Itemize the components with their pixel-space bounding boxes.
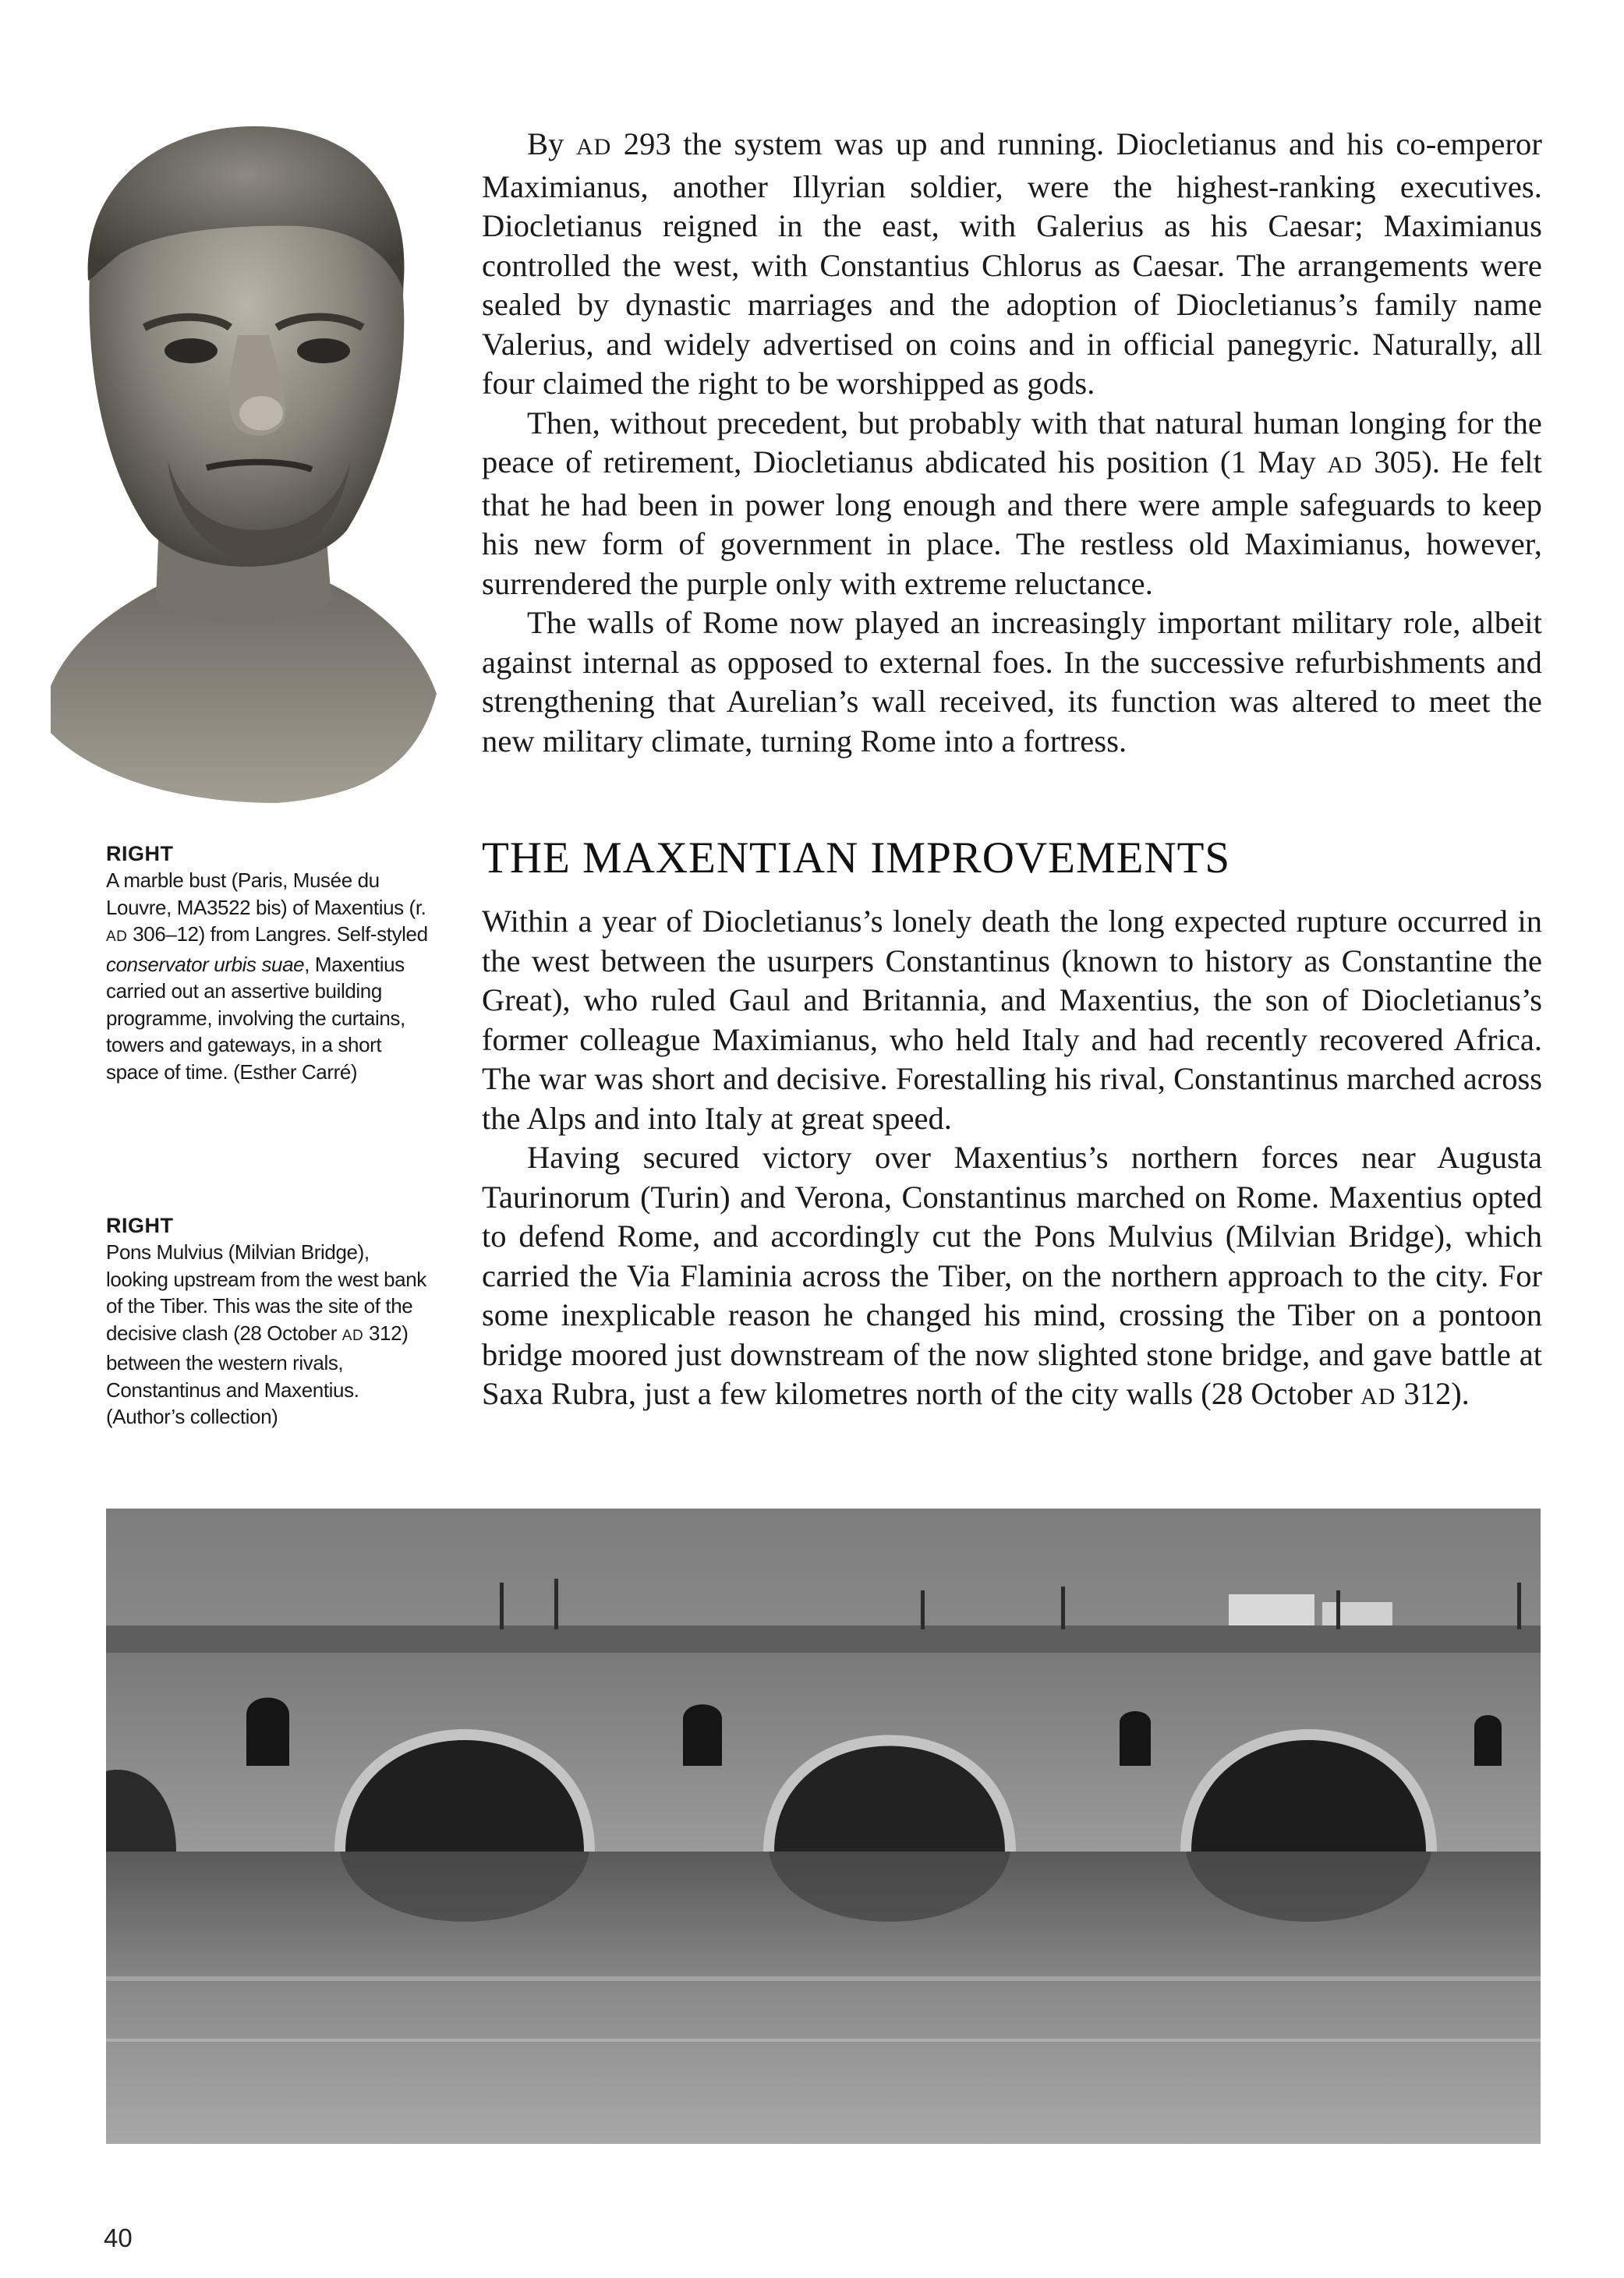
paragraph: Having secured victory over Maxentius’s northern forces near Augusta Taurinorum (Turin) and Verona, Constantinus marched on Rome. Maxentius opted to defend Rome, and accordingly cut the Pons Mulvius (Milvian Bridge), which carried the Via Flaminia across the Tiber, on the northern approach to the city. For some inexplicable reason he changed his mind, crossing the Tiber on a pontoon bridge moored just downstream of the now slighted stone bridge, and gave battle at Saxa Rubra, just a few kilometres north of the city walls (28 October AD 312). — [482, 1140, 1542, 1411]
section-heading: THE MAXENTIAN IMPROVEMENTS — [482, 833, 1231, 883]
caption-bust — [106, 840, 433, 1085]
section-body-text — [482, 902, 1542, 1417]
paragraph: Within a year of Diocletianus’s lonely death the long expected rupture occurred in the west between the usurpers Constantinus (known to history as Constantine the Great), who ruled Gaul and Britannia, and Maxentius, the son of Diocletianus’s former colleague Maximianus, who held Italy and had recently recovered Africa. The war was short and decisive. Forestalling his rival, Constantinus marched across the Alps and into Italy at great speed. — [482, 904, 1542, 1136]
caption-body: A marble bust (Paris, Musée du Louvre, MA3522 bis) of Maxentius (r. AD 306–12) from Langres. Self-styled conservator urbis suae, Maxentius carried out an assertive building programme, involving the curtains, towers and gateways, in a short space of time. (Esther Carré) — [106, 868, 428, 1084]
paragraph: Then, without precedent, but probably with that natural human longing for the peace of retirement, Diocletianus abdicated his position (1 May AD 305). He felt that he had been in power long enough and there were ample safeguards to keep his new form of government in place. The restless old Maximianus, however, surrendered the purple only with extreme reluctance. — [482, 405, 1543, 601]
milvian-bridge-photo — [106, 1509, 1541, 2144]
page-number: 40 — [104, 2223, 133, 2252]
caption-body: Pons Mulvius (Milvian Bridge), looking upstream from the west bank of the Tiber. This was the site of the decisive clash (28 October AD 312) between the western rivals, Constantinus and Maxentius. (Author’s collection) — [106, 1240, 426, 1428]
body-text-top — [482, 125, 1542, 761]
marble-bust-photo — [43, 94, 448, 811]
caption-bridge — [106, 1212, 433, 1431]
paragraph: The walls of Rome now played an increasingly important military role, albeit against internal as opposed to external foes. In the successive refurbishments and strengthening that Aurelian’s wall received, its function was altered to meet the new military climate, turning Rome into a fortress. — [482, 605, 1542, 759]
caption-label: RIGHT — [106, 1214, 174, 1237]
paragraph: By AD 293 the system was up and running. Diocletianus and his co-emperor Maximianus, another Illyrian soldier, were the highest-ranking executives. Diocletianus reigned in the east, with Galerius as his Caesar; Maximianus controlled the west, with Constantius Chlorus as Caesar. The arrangements were sealed by dynastic marriages and the adoption of Diocletianus’s family name Valerius, and widely advertised on coins and in official panegyric. Naturally, all four claimed the right to be worshipped as gods. — [482, 126, 1542, 401]
caption-label: RIGHT — [106, 842, 174, 865]
